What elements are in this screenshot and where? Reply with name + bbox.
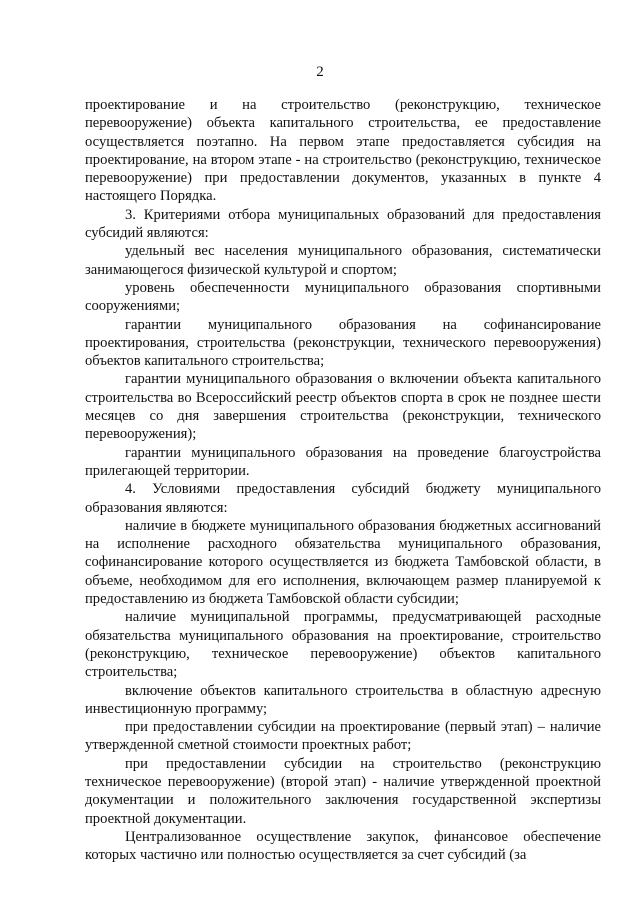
paragraph-centralized-procurement: Централизованное осуществление закупок, финансовое обеспечение которых частично или полностью осуществляется за счет субсидий (за (85, 828, 601, 864)
paragraph-criterion-sports-facilities: уровень обеспеченности муниципального образования спортивными сооружениями; (85, 279, 601, 315)
paragraph-condition-budget-allocations: наличие в бюджете муниципального образования бюджетных ассигнований на исполнение расходного обязательства муниципального образования, софинансирование которого осуществляется из бюджета Тамбовской области, в объеме, необходимом для его исполнения, включающем размер планируемой к предоставлению из бюджета Тамбовской области субсидии; (85, 517, 601, 608)
paragraph-condition-municipal-program: наличие муниципальной программы, предусматривающей расходные обязательства муниципального образования на проектирование, строительство (реконструкцию, техническое перевооружение) объектов капитального строительства; (85, 609, 601, 681)
paragraph-condition-design-stage: при предоставлении субсидии на проектирование (первый этап) – наличие утвержденной сметной стоимости проектных работ; (85, 719, 601, 754)
document-body (85, 96, 601, 864)
paragraph-item-3-selection-criteria: 3. Критериями отбора муниципальных образований для предоставления субсидий являются: (85, 206, 601, 242)
paragraph-condition-investment-program: включение объектов капитального строительства в областную адресную инвестиционную программу; (85, 682, 601, 717)
paragraph-criterion-cofinancing-guarantee: гарантии муниципального образования на софинансирование проектирования, строительства (реконструкции, технического перевооружения) объектов капитального строительства; (85, 316, 601, 370)
page-number: 2 (316, 64, 324, 80)
paragraph-continuation: проектирование и на строительство (реконструкцию, техническое перевооружение) объекта капитального строительства, ее предоставление осуществляется поэтапно. На первом этапе предоставляется субсидия на проектирование, на втором этапе - на строительство (реконструкцию, техническое перевооружение) при предоставлении документов, указанных в пункте 4 настоящего Порядка. (85, 97, 601, 205)
paragraph-item-4-conditions: 4. Условиями предоставления субсидий бюджету муниципального образования являются: (85, 481, 601, 516)
paragraph-condition-construction-stage: при предоставлении субсидии на строительство (реконструкцию техническое перевооружение) (второй этап) - наличие утвержденной проектной документации и положительного заключения государственной экспертизы проектной документации. (85, 755, 601, 827)
paragraph-criterion-population-share: удельный вес населения муниципального образования, систематически занимающегося физической культурой и спортом; (85, 243, 601, 278)
paragraph-criterion-registry-guarantee: гарантии муниципального образования о включении объекта капитального строительства во Всероссийский реестр объектов спорта в срок не позднее шести месяцев со дня завершения строительства (реконструкции, технического перевооружения); (85, 371, 601, 443)
paragraph-criterion-landscaping-guarantee: гарантии муниципального образования на проведение благоустройства прилегающей территории. (85, 444, 601, 479)
